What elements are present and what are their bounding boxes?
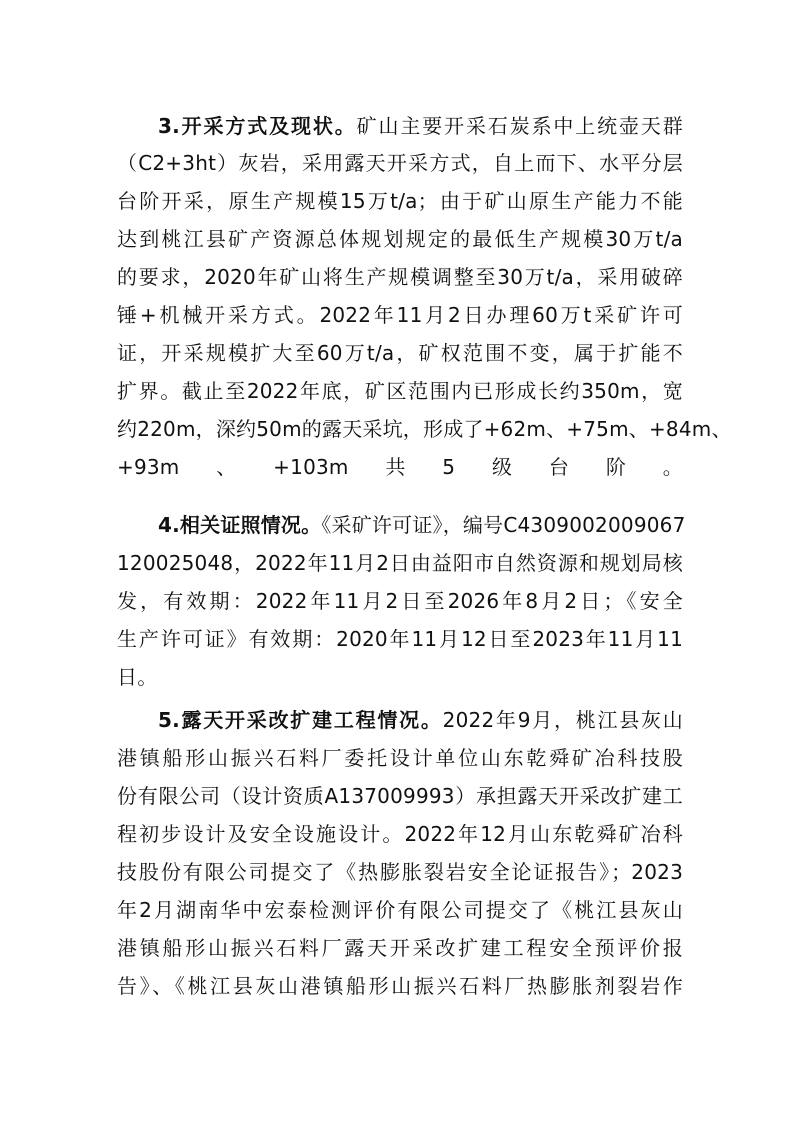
paragraph-line: 程初步设计及安全设施设计。2022年12月山东乾舜矿冶科 [117, 822, 683, 846]
paragraph-text: 《采矿许可证》，编号C4309002009067 [321, 513, 686, 537]
section-heading: 3.开采方式及现状。 [158, 114, 357, 138]
paragraph-line [158, 703, 683, 737]
paragraph-line: 证，开采规模扩大至60万t/a，矿权范围不变，属于扩能不 [117, 341, 683, 365]
paragraph-line: 扩界。截止至2022年底，矿区范围内已形成长约350m，宽 [117, 379, 683, 403]
paragraph-text: 2022年9月，桃江县灰山 [442, 708, 683, 732]
paragraph-line-last: 日。 [117, 665, 158, 689]
paragraph-line: （C2+3ht）灰岩，采用露天开采方式，自上而下、水平分层 [117, 151, 683, 175]
section-heading: 4.相关证照情况。 [158, 513, 322, 537]
paragraph-line [158, 508, 686, 542]
paragraph-line: 达到桃江县矿产资源总体规划规定的最低生产规模30万t/a [117, 227, 683, 251]
paragraph-line [158, 109, 683, 143]
paragraph-line: 技股份有限公司提交了《热膨胀裂岩安全论证报告》；2023 [117, 860, 683, 884]
paragraph-line: 生产许可证》有效期：2020年11月12日至2023年11月11 [117, 627, 683, 651]
paragraph-line: 的要求，2020年矿山将生产规模调整至30万t/a，采用破碎 [117, 265, 683, 289]
paragraph-line: 发，有效期：2022年11月2日至2026年8月2日；《安全 [117, 589, 683, 613]
section-heading: 5.露天开采改扩建工程情况。 [158, 708, 443, 732]
paragraph-line: 120025048，2022年11月2日由益阳市自然资源和规划局核 [117, 551, 683, 575]
paragraph-line: +93m、+103m共5级台阶。 [117, 455, 683, 479]
paragraph-line: 告》、《桃江县灰山港镇船形山振兴石料厂热膨胀剂裂岩作 [117, 974, 683, 998]
paragraph-line: 台阶开采，原生产规模15万t/a；由于矿山原生产能力不能 [117, 189, 683, 213]
paragraph-line: 年2月湖南华中宏泰检测评价有限公司提交了《桃江县灰山 [117, 898, 683, 922]
paragraph-text: 矿山主要开采石炭系中上统壶天群 [356, 114, 684, 138]
paragraph-line: 港镇船形山振兴石料厂露天开采改扩建工程安全预评价报 [117, 936, 683, 960]
paragraph-line: 锤+机械开采方式。2022年11月2日办理60万t采矿许可 [117, 303, 683, 327]
paragraph-line: 份有限公司（设计资质A137009993）承担露天开采改扩建工 [117, 784, 683, 808]
paragraph-line: 港镇船形山振兴石料厂委托设计单位山东乾舜矿冶科技股 [117, 746, 683, 770]
paragraph-line: 约220m，深约50m的露天采坑，形成了+62m、+75m、+84m、 [117, 417, 732, 441]
